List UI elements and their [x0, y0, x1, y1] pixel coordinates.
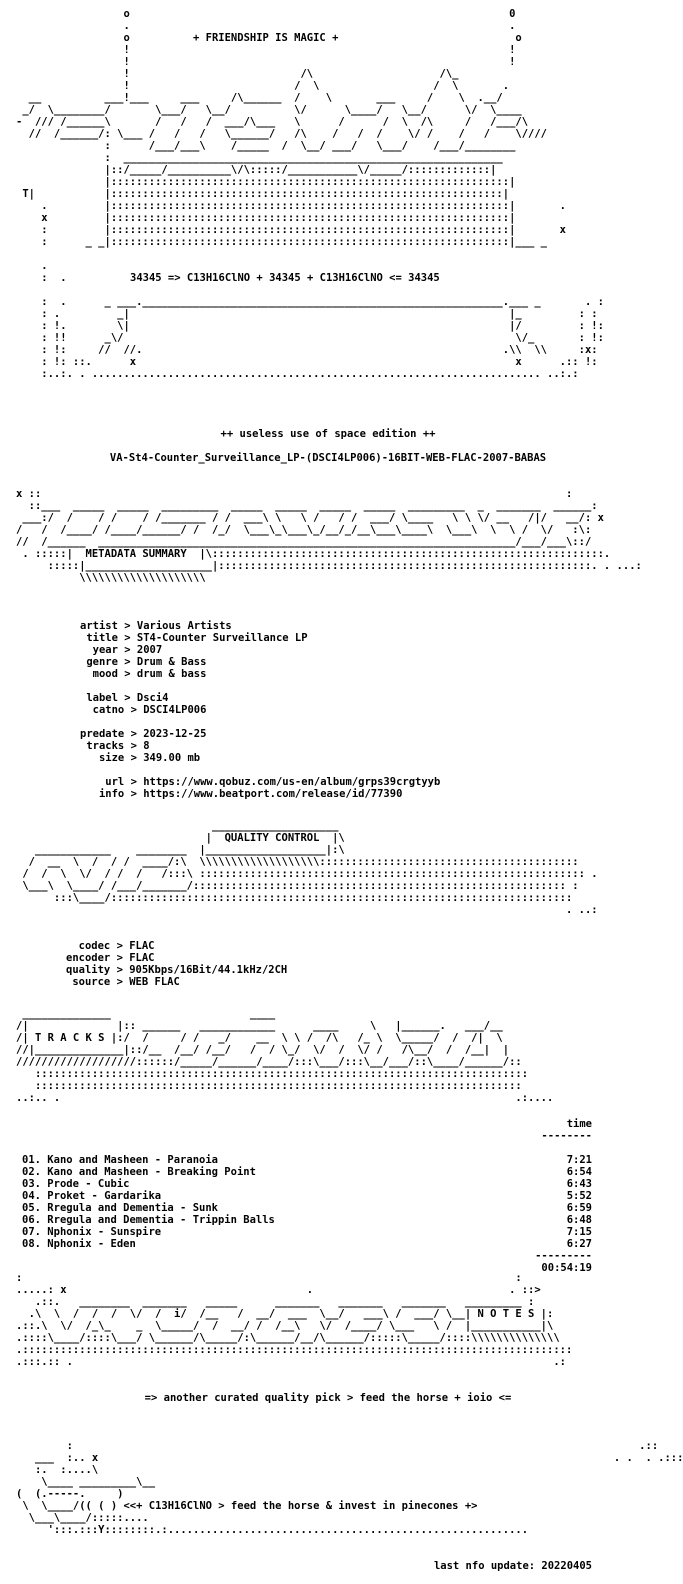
track-title: Prode - Cubic [47, 1178, 130, 1190]
track-row [22, 1238, 592, 1250]
track-duration: 7:21 [566, 1154, 592, 1166]
notes-heading-art: : : .....: x . . ::> .::. ________ _______ _____ _______ _______ _______ _________ : .\ \ / / / \/ / i/ /__ / __/ ___ \__/ ___\ / ___/ \__| N O T E S |: .::.\ \/ /_\_ _ \_____/ / __/ / /__\ \/ /____/ \___ \ / |___________|\ .::::\____/::::\___/ \______/\_____/:\______/__/\______/:::::\_____/::::\\\\\\\\\\\\\\ .::::::::::::::::::::::::::::::::::::::::::::::::::::::::::::::::::::::::::::::::::::::: .:::.:: . .: [16, 1272, 573, 1368]
track-label [22, 1178, 129, 1190]
total-rule: --------- [535, 1250, 592, 1262]
track-number: 01. [22, 1154, 41, 1166]
track-label [22, 1226, 161, 1238]
track-duration: 5:52 [566, 1190, 592, 1202]
track-label [22, 1190, 161, 1202]
banner-art: o 0 . . o + FRIENDSHIP IS MAGIC + o ! ! ! ! ! /\ /\_ ! / \ / \ . __ ___!___ ___ /\______ / \ ___ / \ .__/ _/ \________/ \___/ \__/ \/ \____/ \__/ \/ \____ - /// /______\ / / / ___/\___ \ / / \ /\ / /___/\ // /______/: \___ / / / \______/ /\ / / / \/ / / / \//// : /___/___\ /_____ / \__/ ___/ \___/ /___/________ : ____________________________________________________________ |::/_____/__________\/\:::::/___________\/_____/:::::::::::::| |:::::::::::::::::::::::::::::::::::::::::::::::::::::::::::::::| T| |::::::::::::::::::::::::::::::::::::::::::::::::::::::::::::::| . |:::::::::::::::::::::::::::::::::::::::::::::::::::::::::::::::| . x |:::::::::::::::::::::::::::::::::::::::::::::::::::::::::::::::| : |:::::::::::::::::::::::::::::::::::::::::::::::::::::::::::::::| x : _ _|:::::::::::::::::::::::::::::::::::::::::::::::::::::::::::::::|___ _ . : . [16, 8, 566, 284]
track-duration: 6:48 [566, 1214, 592, 1226]
track-number: 06. [22, 1214, 41, 1226]
track-label [22, 1202, 218, 1214]
track-duration: 6:59 [566, 1202, 592, 1214]
track-number: 05. [22, 1202, 41, 1214]
time-column-header: time [566, 1118, 592, 1130]
track-number: 07. [22, 1226, 41, 1238]
track-label [22, 1154, 218, 1166]
track-row [22, 1226, 592, 1238]
track-title: Kano and Masheen - Breaking Point [47, 1166, 256, 1178]
track-duration: 6:27 [566, 1238, 592, 1250]
track-row [22, 1154, 592, 1166]
track-title: Rregula and Dementia - Trippin Balls [47, 1214, 275, 1226]
footer-art: : ___ :.. x :. :....\ \____ _________\__ ( (.-----. ) \ \____/(( ( ) <<+ C13H16ClNO > feed the horse & invest in pinecones +> \___\____/:::::.... ':::.:::Y::::::::.:......................................................... [16, 1440, 529, 1536]
track-row [22, 1178, 592, 1190]
time-header-rule: -------- [541, 1130, 592, 1142]
track-label [22, 1214, 275, 1226]
track-title: Nphonix - Eden [47, 1238, 136, 1250]
edition-line: ++ useless use of space edition ++ [220, 428, 436, 440]
footer-side-art: .:: . . . .::: [613, 1440, 683, 1464]
track-duration: 6:54 [566, 1166, 592, 1178]
track-number: 03. [22, 1178, 41, 1190]
total-time: 00:54:19 [541, 1262, 592, 1274]
track-row [22, 1190, 592, 1202]
track-title: Proket - Gardarika [47, 1190, 162, 1202]
track-title: Kano and Masheen - Paranoia [47, 1154, 218, 1166]
formula-line: 34345 => C13H16ClNO + 34345 + C13H16ClNO <= 34345 [130, 272, 440, 284]
track-list [22, 1118, 592, 1274]
quality-summary: codec > FLAC encoder > FLAC quality > 905Kbps/16Bit/44.1kHz/2CH source > WEB FLAC [66, 940, 288, 988]
track-duration: 7:15 [566, 1226, 592, 1238]
track-rows [22, 1154, 592, 1250]
notes-text: => another curated quality pick > feed the horse + ioio <= [144, 1392, 512, 1404]
track-label [22, 1238, 136, 1250]
release-name: VA-St4-Counter_Surveillance_LP-(DSCI4LP006)-16BIT-WEB-FLAC-2007-BABAS [109, 452, 547, 464]
banner-bottom-art: : . _ ___._________________________________________________________.___ _ . : : . _| |_ : : : !. \| |/ : !: : !! _\/ \/_ : !: : !: // //. .\\ \\ :x: : !: ::. x x .:: !: :..:. . ....................................................................... ..:.: [41, 296, 604, 380]
track-duration: 6:43 [566, 1178, 592, 1190]
track-number: 08. [22, 1238, 41, 1250]
metadata-heading-art: x :: : ::___ _____ _____ _________ _____ _____ _____ _____ _________ _ _______ ______: ___:/ / / / / /_______ / / ___\ \ \ / / / ___/ \____ \ \ \/ __ /|/ __/: x / / /____/ /____/______/ / /_/ \___\_\___\_/__/_/__\___\____\ \___\ \ \ / \/ :\: // /______ __________________________________________________________________/___/___\::/ . :::::| METADATA SUMMARY |\::::::::::::::::::::::::::::::::::::::::::::::::::::::::::::::. :::::|____________________|:::::::::::::::::::::::::::::::::::::::::::::::::::::::::::. . ...: \\\\\\\\\\\\\\\\\\\\ [16, 488, 642, 584]
quality-heading-art: ____________________ | QUALITY CONTROL |\ ____________ ________ |___________________|:\ / __ \ / / / ____/:\ \\\\\\\\\\\\\\\\\\\::::::::::::::::::::::::::::::::::::::::: / / \ \/ / / / /:::\ ::::::::::::::::::::::::::::::::::::::::::::::::::::::::::::: . \___\ \____/ /___/_______/::::::::::::::::::::::::::::::::::::::::::::::::::::::::::: : :::\____/::::::::::::::::::::::::::::::::::::::::::::::::::::::::::::::::::::::::: . ..: [22, 820, 598, 916]
track-row [22, 1166, 592, 1178]
track-title: Nphonix - Sunspire [47, 1226, 162, 1238]
track-row [22, 1214, 592, 1226]
metadata-summary: artist > Various Artists title > ST4-Counter Surveillance LP year > 2007 genre > Drum & Bass mood > drum & bass label > Dsci4 catno > DSCI4LP006 predate > 2023-12-25 tracks > 8 size > 349.00 mb url > https://www.qobuz.com/us-en/album/grps39crgtyyb info > https://www.beatport.com/release/id/77390 [80, 620, 441, 800]
track-label [22, 1166, 256, 1178]
last-update: last nfo update: 20220405 [433, 1560, 592, 1572]
track-number: 02. [22, 1166, 41, 1178]
track-number: 04. [22, 1190, 41, 1202]
track-row [22, 1202, 592, 1214]
track-title: Rregula and Dementia - Sunk [47, 1202, 218, 1214]
tracks-heading-art: ______________ ____ /| |:: ______ ____________ ____ \ |______. ___/__ /| T R A C K S |:/ / / / _/ __ \ \ / /\ /_ \ \_____/ / /| \ //|______________|::/__ /__/ /__/ / / \_/ \/ / \/ / /\__/ / /__| | ///////////////////::::::/_____/______/____/:::\___/:::\__/___/::\____/______/:: :::::::::::::::::::::::::::::::::::::::::::::::::::::::::::::::::::::::::::::: ::::::::::::::::::::::::::::::::::::::::::::::::::::::::::::::::::::::::::::: ..:.. . .:.... [16, 1008, 554, 1104]
